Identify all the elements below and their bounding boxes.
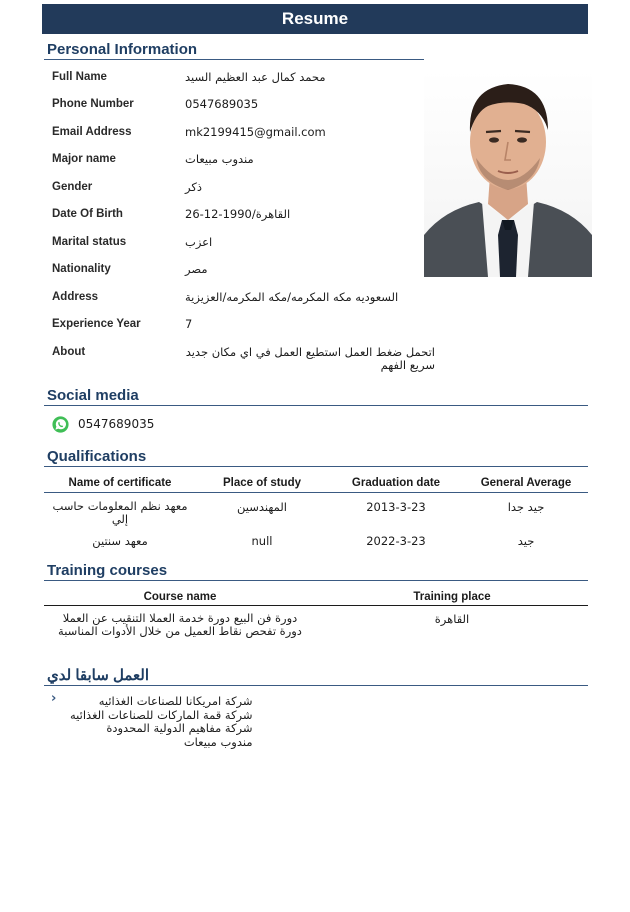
table-cell: معهد سنتين xyxy=(92,534,148,548)
column-header: General Average xyxy=(480,477,572,489)
field-value: mk2199415@gmail.com xyxy=(185,125,326,139)
qualifications-table xyxy=(44,474,588,558)
column-header: Graduation date xyxy=(351,477,441,489)
table-cell: جيد xyxy=(517,534,535,548)
resume-title: Resume xyxy=(281,9,349,28)
qualifications-title: Qualifications xyxy=(47,448,147,465)
training-courses-title: Training courses xyxy=(47,562,168,579)
field-value: مندوب مبيعات xyxy=(185,152,254,166)
field-label: Gender xyxy=(52,181,93,193)
table-cell: جيد جدا xyxy=(507,500,545,514)
column-header: Training place xyxy=(413,590,491,603)
field-value: 26-12-1990/القاهرة xyxy=(185,207,291,221)
field-label: Date Of Birth xyxy=(52,208,123,220)
field-email-address xyxy=(52,126,442,146)
list-item: شركة امريكانا للصناعات الغذائيه xyxy=(98,694,253,708)
table-cell: 2022-3-23 xyxy=(366,534,426,548)
field-experience-year xyxy=(52,318,442,338)
field-value: السعوديه مكه المكرمه/مكه المكرمه/العزيزية xyxy=(185,290,399,304)
table-cell: دورة فن البيع دورة خدمة العملا التنقيب عن العملا دورة تفحص نقاط العميل من خلال الأدوات المناسبة xyxy=(58,611,302,638)
table-header-row xyxy=(44,474,588,493)
field-label: Full Name xyxy=(52,71,107,83)
field-marital-status xyxy=(52,236,442,256)
field-value: مصر xyxy=(185,262,208,276)
table-cell: المهندسين xyxy=(236,500,287,514)
field-value: ذكر xyxy=(185,180,202,194)
field-phone-number xyxy=(52,98,442,118)
field-label: Marital status xyxy=(52,236,127,248)
work-list xyxy=(70,695,253,749)
field-value: اتحمل ضغط العمل استطيع العمل في اي مكان جديد سريع الفهم xyxy=(185,345,435,372)
column-header: Course name xyxy=(143,590,217,603)
field-major-name xyxy=(52,153,442,173)
table-row xyxy=(44,493,588,535)
column-header: Place of study xyxy=(223,477,301,489)
profile-photo xyxy=(424,70,592,277)
resume-banner xyxy=(42,4,588,34)
field-label: Nationality xyxy=(52,263,111,275)
table-cell: null xyxy=(251,534,273,548)
whatsapp-icon xyxy=(52,416,69,433)
work-experience-divider xyxy=(44,685,588,686)
chevron-right-icon: › xyxy=(51,691,57,706)
field-label: About xyxy=(52,346,86,358)
field-label: Phone Number xyxy=(52,98,134,110)
table-cell: معهد نظم المعلومات حاسب إلي xyxy=(52,499,188,526)
field-date-of-birth xyxy=(52,208,442,228)
field-label: Email Address xyxy=(52,126,132,138)
field-address xyxy=(52,291,442,311)
personal-info-title: Personal Information xyxy=(47,41,198,58)
table-header-row xyxy=(44,588,588,606)
whatsapp-number: 0547689035 xyxy=(78,417,155,431)
field-label: Address xyxy=(52,291,99,303)
training-courses-divider xyxy=(44,580,588,581)
field-full-name xyxy=(52,71,442,91)
field-value: 7 xyxy=(185,317,193,331)
table-cell: 2013-3-23 xyxy=(366,500,426,514)
table-cell: القاهرة xyxy=(434,612,470,626)
work-experience-title: العمل سابقا لدي xyxy=(47,667,149,684)
field-label: Major name xyxy=(52,153,116,165)
field-about xyxy=(52,346,442,376)
list-item: شركة مفاهيم الدولية المحدودة xyxy=(106,721,253,735)
social-media-divider xyxy=(44,405,588,406)
table-row xyxy=(44,534,588,558)
qualifications-divider xyxy=(44,466,588,467)
table-row xyxy=(44,606,588,640)
field-gender xyxy=(52,181,442,201)
social-media-title: Social media xyxy=(47,387,139,404)
field-nationality xyxy=(52,263,442,283)
training-table xyxy=(44,588,588,639)
field-label: Experience Year xyxy=(52,318,141,330)
field-value: 0547689035 xyxy=(185,97,259,111)
field-value: محمد كمال عبد العظيم السيد xyxy=(185,70,326,84)
personal-info-divider xyxy=(44,59,424,60)
whatsapp-contact[interactable] xyxy=(52,414,154,434)
list-item: مندوب مبيعات xyxy=(183,734,253,749)
field-value: اعزب xyxy=(185,235,213,249)
column-header: Name of certificate xyxy=(68,477,172,489)
list-item: شركة قمة الماركات للصناعات الغذائيه xyxy=(70,707,253,722)
